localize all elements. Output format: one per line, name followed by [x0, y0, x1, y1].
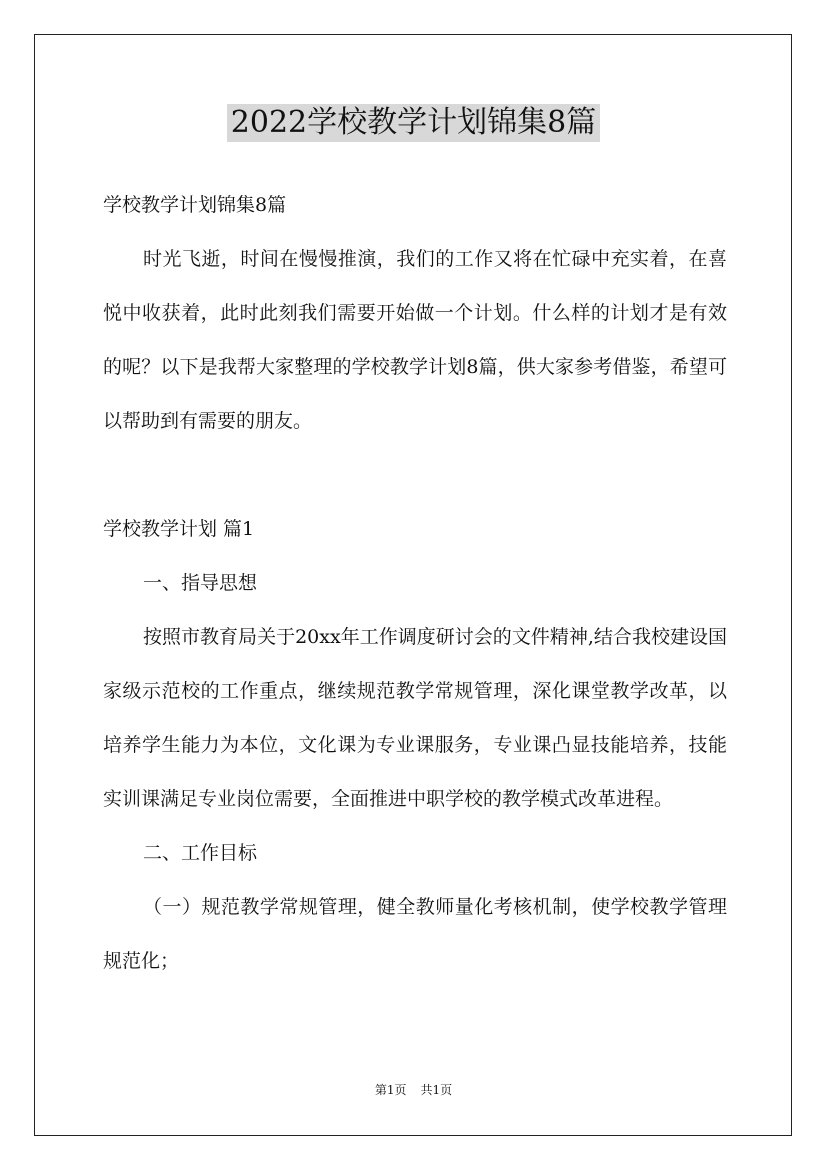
document-title: 2022学校教学计划锦集8篇: [227, 104, 600, 142]
part2-heading: 二、工作目标: [143, 842, 258, 864]
section-heading: 学校教学计划 篇1: [103, 518, 255, 540]
document-subtitle: 学校教学计划锦集8篇: [103, 194, 287, 216]
page-total: 共1页: [420, 1083, 453, 1097]
title-container: [0, 104, 827, 142]
part2-item-1: （一）规范教学常规管理，健全教师量化考核机制，使学校教学管理规范化；: [103, 896, 727, 972]
page-number: 第1页: [374, 1083, 407, 1097]
intro-paragraph: 时光飞逝，时间在慢慢推演，我们的工作又将在忙碌中充实着，在喜悦中收获着，此时此刻我们需要开始做一个计划。什么样的计划才是有效的呢？以下是我帮大家整理的学校教学计划8篇，供大家参考借鉴，希望可以帮助到有需要的朋友。: [103, 248, 727, 432]
document-body: [103, 178, 727, 988]
part1-paragraph: 按照市教育局关于20xx年工作调度研讨会的文件精神,结合我校建设国家级示范校的工作重点，继续规范教学常规管理，深化课堂教学改革，以培养学生能力为本位，文化课为专业课服务，专业课凸显技能培养，技能实训课满足专业岗位需要，全面推进中职学校的教学模式改革进程。: [103, 626, 727, 810]
page-footer: [0, 1082, 827, 1098]
part1-heading: 一、指导思想: [143, 572, 258, 594]
